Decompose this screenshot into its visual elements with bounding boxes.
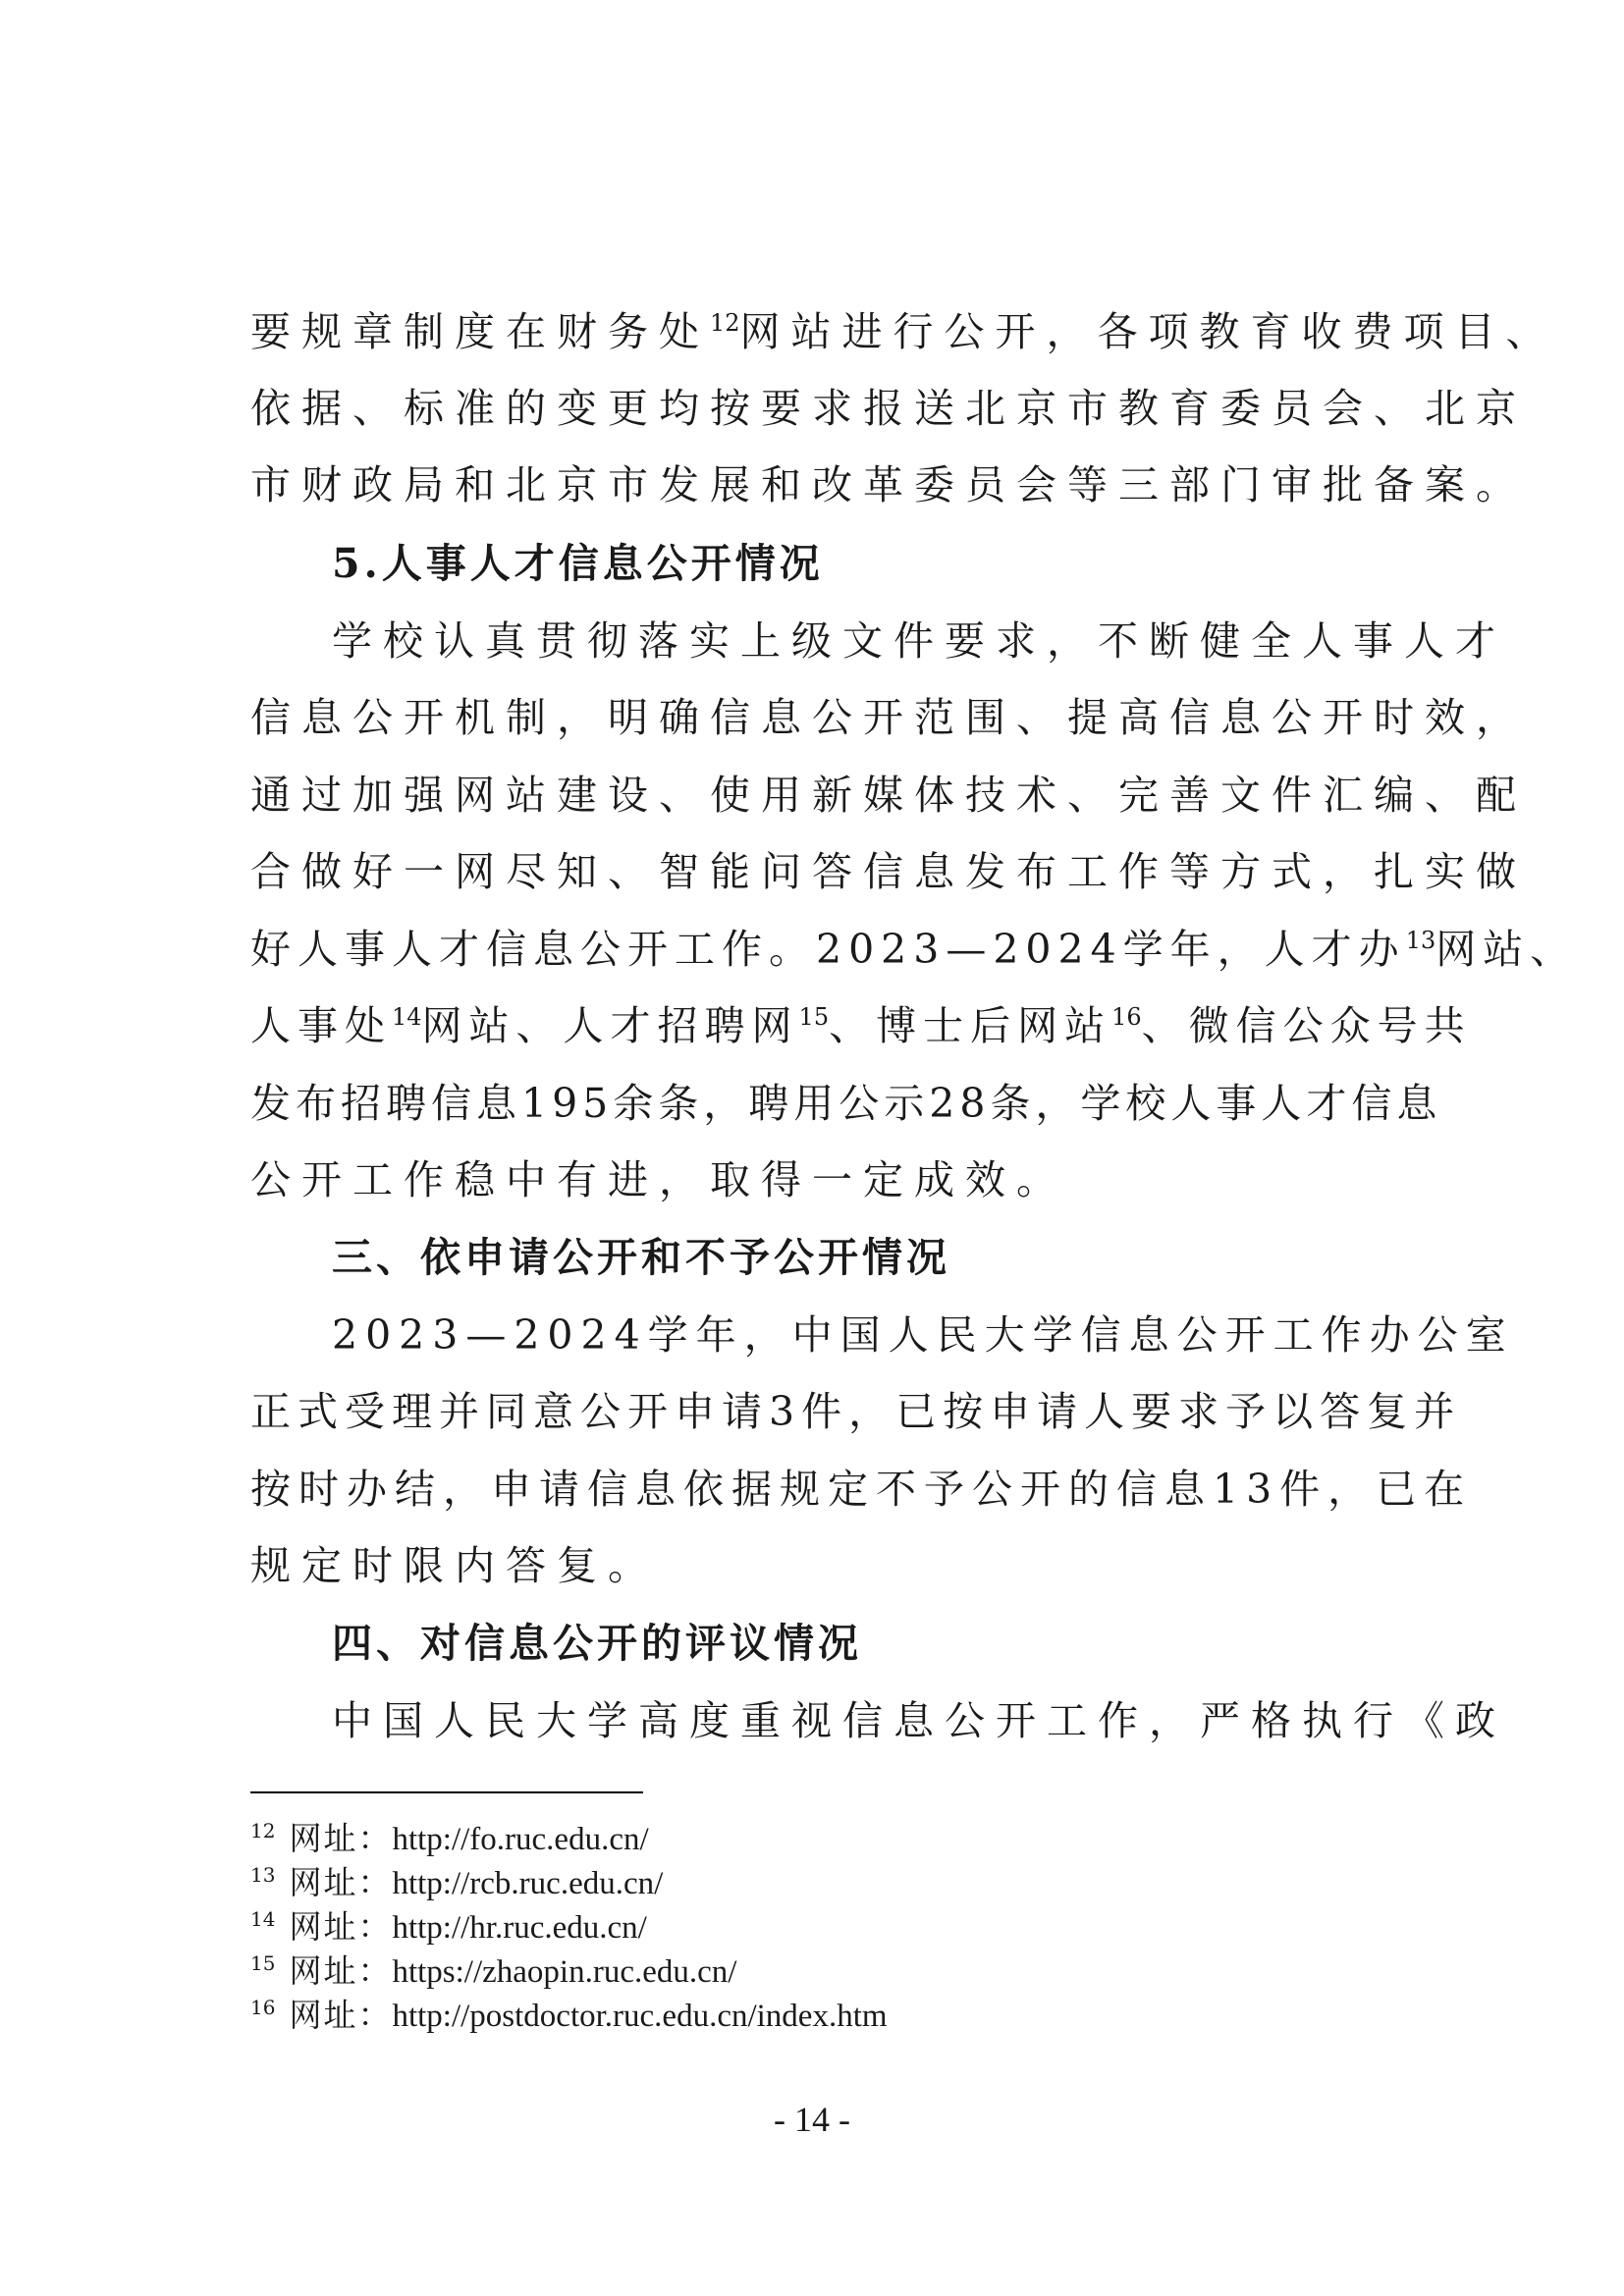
footnote [250, 1998, 888, 2033]
body-line: 2023—2024学年，中国人民大学信息公开工作办公室 [332, 1311, 1514, 1359]
text-run: 网站、人才招聘网 [421, 1002, 799, 1049]
footnote [250, 1909, 647, 1945]
footnote-ref: 15 [798, 1003, 830, 1031]
text-run: 人事处 [250, 1002, 392, 1049]
footnote-url: https://zhaopin.ruc.edu.cn/ [392, 1954, 737, 1990]
footnote [250, 1865, 663, 1900]
footnote-ref: 12 [710, 309, 740, 337]
footnote-url: http://postdoctor.ruc.edu.cn/index.htm [392, 1999, 888, 2034]
footnote-ref: 13 [1405, 927, 1436, 954]
footnote-label: 网址： [289, 1863, 393, 1901]
body-line: 合做好一网尽知、智能问答信息发布工作等方式，扎实做 [250, 848, 1527, 895]
footnote-ref: 16 [1111, 1003, 1142, 1031]
body-line: 信息公开机制，明确信息公开范围、提高信息公开时效， [250, 694, 1527, 741]
footnote-label: 网址： [289, 1996, 393, 2034]
footnote-ref: 14 [392, 1003, 422, 1031]
footnote-url: http://fo.ruc.edu.cn/ [392, 1822, 649, 1857]
section-heading: 5.人事人才信息公开情况 [332, 540, 824, 587]
body-line: 市财政局和北京市发展和改革委员会等三部门审批备案。 [250, 461, 1527, 508]
text-run: 好人事人才信息公开工作。2023—2024学年，人才办 [250, 926, 1406, 973]
body-line [250, 308, 1557, 355]
body-line: 中国人民大学高度重视信息公开工作，严格执行《政 [332, 1697, 1506, 1744]
footnote-number: 13 [250, 1863, 276, 1887]
body-line: 依据、标准的变更均按要求报送北京市教育委员会、北京 [250, 385, 1527, 432]
footnote-label: 网址： [289, 1907, 393, 1946]
text-run: 网站、 [1435, 926, 1578, 973]
footnote-number: 14 [250, 1907, 276, 1931]
text-run: 要规章制度在财务处 [250, 308, 710, 355]
body-line: 公开工作稳中有进，取得一定成效。 [250, 1156, 1067, 1203]
footnote-number: 16 [250, 1996, 276, 2019]
body-line: 发布招聘信息195余条，聘用公示28条，学校人事人才信息 [250, 1080, 1442, 1127]
text-run: 、微信公众号共 [1141, 1002, 1472, 1049]
body-line [250, 926, 1578, 973]
footnote [250, 1821, 649, 1856]
footnote-number: 12 [250, 1819, 276, 1842]
text-run: 、博士后网站 [829, 1002, 1112, 1049]
footnote-label: 网址： [289, 1819, 393, 1857]
footnote-label: 网址： [289, 1951, 393, 1990]
footnote-url: http://hr.ruc.edu.cn/ [392, 1910, 647, 1946]
footnote-number: 15 [250, 1951, 276, 1975]
footnote [250, 1953, 736, 1989]
footnote-separator [250, 1791, 643, 1793]
body-line: 学校认真贯彻落实上级文件要求，不断健全人事人才 [332, 617, 1506, 665]
section-heading: 四、对信息公开的评议情况 [332, 1620, 862, 1667]
body-line: 通过加强网站建设、使用新媒体技术、完善文件汇编、配 [250, 772, 1527, 819]
section-heading: 三、依申请公开和不予公开情况 [332, 1234, 950, 1281]
body-line: 正式受理并同意公开申请3件，已按申请人要求予以答复并 [250, 1388, 1462, 1435]
footnote-url: http://rcb.ruc.edu.cn/ [392, 1866, 664, 1901]
text-run: 网站进行公开，各项教育收费项目、 [739, 308, 1557, 355]
page-number: - 14 - [774, 2100, 850, 2139]
body-line: 规定时限内答复。 [250, 1542, 659, 1589]
body-line: 按时办结，申请信息依据规定不予公开的信息13件，已在 [250, 1466, 1473, 1513]
body-line [250, 1002, 1472, 1049]
